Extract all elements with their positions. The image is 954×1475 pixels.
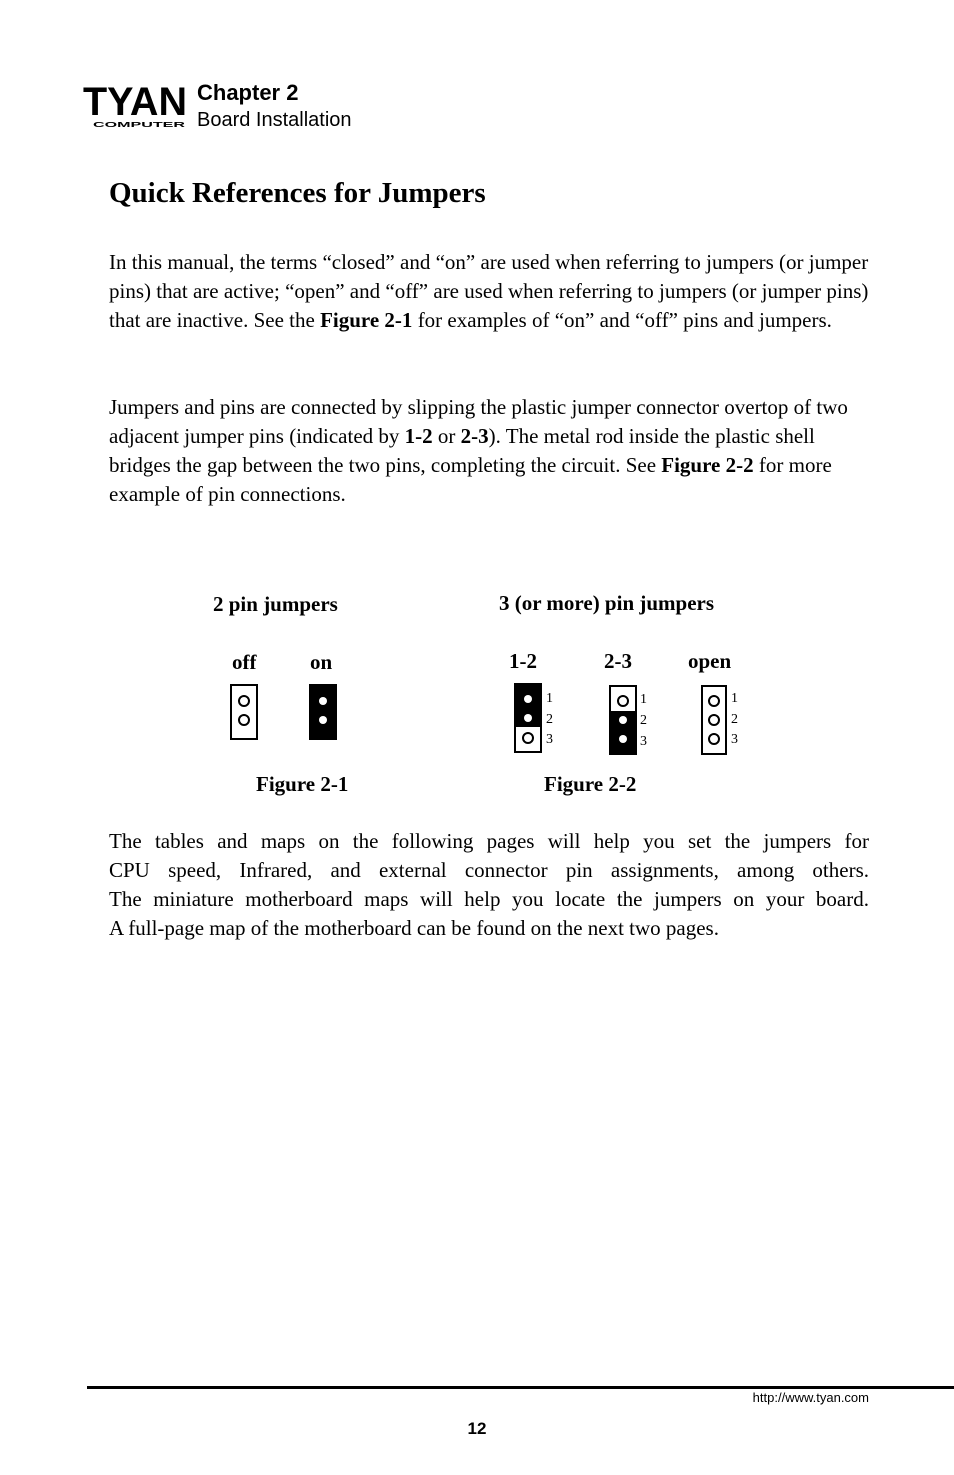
figure1-caption: Figure 2-1 (256, 772, 349, 796)
para3-line: The miniature motherboard maps will help you locate the jumpers on your board. (109, 887, 869, 911)
jumper-1-2-diagram (514, 683, 542, 753)
svg-text:TYAN: TYAN (83, 81, 187, 124)
jumper-open-diagram (701, 685, 727, 755)
pin-number-2: 2 (546, 712, 553, 727)
jumper-open-label: open (688, 649, 732, 673)
footer-divider (87, 1386, 954, 1389)
jumper-2-3-label: 2-3 (604, 649, 632, 673)
footer-url: http://www.tyan.com (752, 1390, 869, 1405)
figure2-caption: Figure 2-2 (544, 772, 637, 796)
pin-number-1: 1 (640, 692, 647, 707)
pin-number-3: 3 (731, 732, 738, 747)
jumper-on-label: on (310, 650, 333, 674)
para2-text-3: ). The metal rod inside the plastic shell bridges the gap between the two pins, completing the circuit. See (109, 424, 815, 477)
pin-number-2: 2 (731, 712, 738, 727)
para2-text-1: Jumpers and pins are connected by slipping the plastic jumper connector overtop of two adjacent jumper pins (indicated by (109, 395, 848, 448)
page-number: 12 (467, 1419, 487, 1438)
jumper-1-2-label: 1-2 (509, 649, 537, 673)
pin-number-3: 3 (640, 734, 647, 749)
chapter-title: Chapter 2 (197, 80, 299, 105)
svg-text:COMPUTER: COMPUTER (93, 122, 185, 129)
figure2-heading: 3 (or more) pin jumpers (499, 591, 715, 615)
intro-paragraph (109, 248, 869, 335)
para3-line: The tables and maps on the following pages will help you set the jumpers for (109, 829, 869, 853)
tyan-logo (83, 81, 187, 129)
para3-line: CPU speed, Infrared, and external connector pin assignments, among others. (109, 858, 869, 882)
jumper-off-label: off (232, 650, 257, 674)
para2-text-2: or (432, 424, 461, 448)
closing-paragraph (109, 827, 869, 943)
page-title: Quick References for Jumpers (109, 177, 486, 209)
pin-number-2: 2 (640, 713, 647, 728)
para2-text-4: for more example of pin connections. (109, 453, 832, 506)
para2-bold-1-2: 1-2 (404, 424, 433, 448)
para2-bold-figure-ref: Figure 2-2 (661, 453, 754, 477)
pin-number-1: 1 (546, 691, 553, 706)
para1-text-1: In this manual, the terms “closed” and “on” are used when referring to jumpers (or jumper pins) that are active; “open” and “off” are used when referring to jumpers (or jumper pins) that are inactive. See the (109, 250, 869, 332)
jumper-off-diagram (230, 684, 258, 740)
para3-line: A full-page map of the motherboard can be found on the next two pages. (109, 916, 719, 940)
connection-paragraph (109, 393, 869, 509)
pin-number-3: 3 (546, 732, 553, 747)
figure1-heading: 2 pin jumpers (213, 592, 338, 616)
para2-bold-2-3: 2-3 (460, 424, 489, 448)
para1-text-2: for examples of “on” and “off” pins and jumpers. (412, 308, 832, 332)
jumper-2-3-diagram (609, 685, 637, 755)
chapter-subtitle: Board Installation (197, 109, 352, 131)
jumper-on-diagram (309, 684, 337, 740)
pin-number-1: 1 (731, 691, 738, 706)
para1-bold-figure-ref: Figure 2-1 (320, 308, 413, 332)
